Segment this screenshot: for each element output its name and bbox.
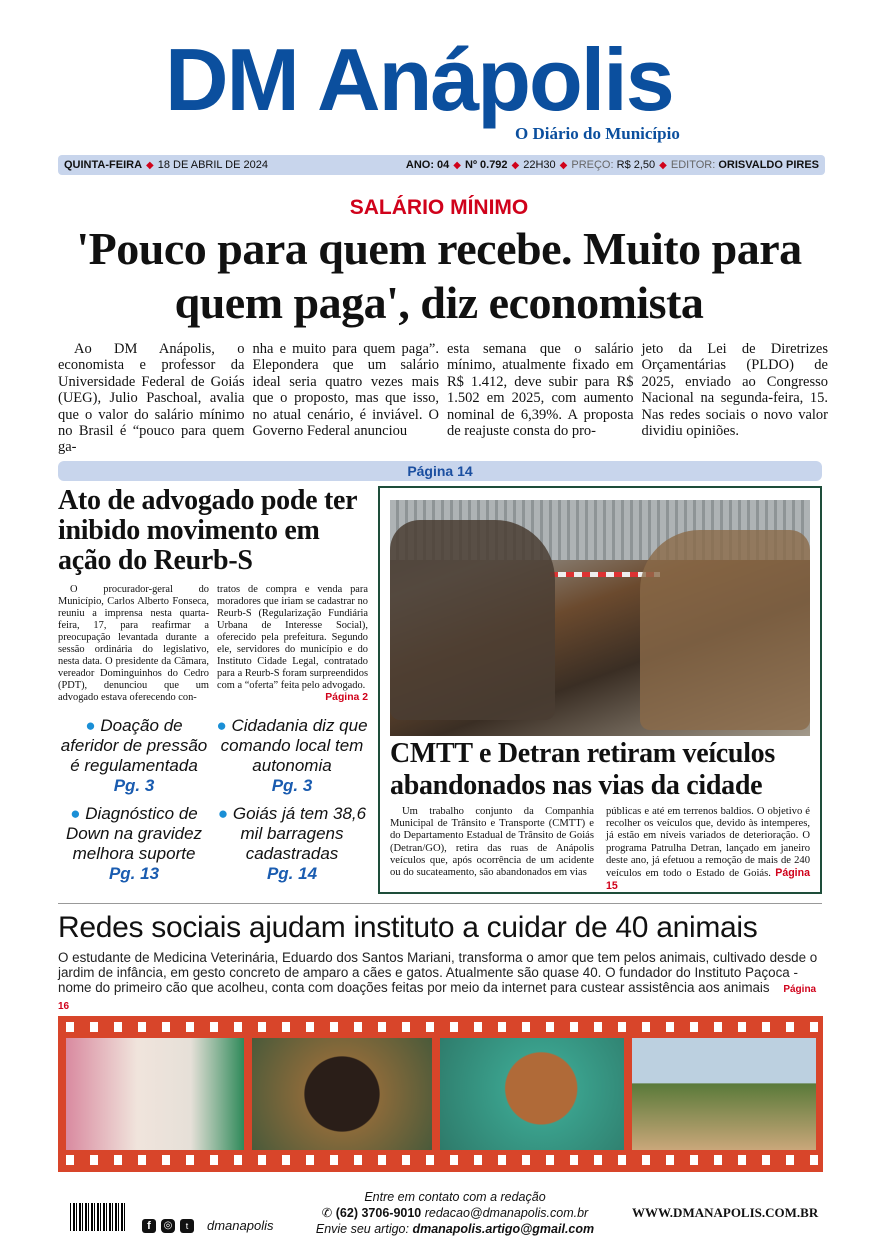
cmtt-col: Um trabalho conjunto da Companhia Municipal de Trânsito e Transporte (CMTT) e do Departamento Estadual de Trânsito de Goiás (Detran/GO), retira das ruas de Anápolis veículos que, após ocorrência de um acidente ou do sucateamento, são abandonados em vias: [390, 806, 594, 879]
divider: [58, 903, 822, 904]
diamond-icon: ◆: [559, 160, 568, 171]
reurb-page-ref[interactable]: Página 2: [325, 692, 368, 703]
contact-label: Entre em contato com a redação: [364, 1190, 546, 1204]
barcode: [70, 1203, 125, 1231]
lead-col: jeto da Lei de Diretrizes Orçamentárias (PLDO) de 2025, enviado ao Congresso Nacional na segunda-feira, 15. Nas redes sociais o novo valor dividiu opiniões.: [641, 341, 828, 440]
brief-item[interactable]: ● Doação de aferidor de pressão é regulamentada Pg. 3: [60, 716, 208, 795]
animals-page-ref[interactable]: Página 16: [58, 984, 817, 1012]
animals-headline: Redes sociais ajudam instituto a cuidar de 40 animais: [58, 911, 758, 944]
editor-label: EDITOR:: [670, 159, 716, 171]
dogs-film-strip: [58, 1016, 823, 1172]
instagram-icon[interactable]: ◎: [161, 1219, 175, 1233]
issue-number: Nº 0.792: [465, 159, 508, 171]
burned-cars-photo: [390, 500, 810, 736]
website[interactable]: WWW.DMANAPOLIS.COM.BR: [632, 1205, 819, 1220]
contact-block: [290, 1189, 620, 1237]
article-label: Envie seu artigo:: [315, 1222, 409, 1236]
dog-photo: [632, 1038, 816, 1150]
twitter-icon[interactable]: t: [180, 1219, 194, 1233]
brief-item[interactable]: ● Goiás já tem 38,6 mil barragens cadastradas Pg. 14: [217, 804, 367, 883]
masthead-logo: DM Anápolis: [165, 30, 673, 129]
social-handle[interactable]: dmanapolis: [207, 1218, 274, 1233]
cmtt-col: públicas e até em terrenos baldios. O objetivo é recolher os veículos que, devido às intemperes, já estão em níveis variados de deterioração. O programa Patrulha Detran, lançado em janeiro deste ano, já efetuou a remoção de mais de 240 veículos em todo o Estado de Goiás.: [606, 806, 810, 880]
diamond-icon: ◆: [659, 160, 667, 171]
email[interactable]: redacao@dmanapolis.com.br: [424, 1206, 589, 1220]
reurb-col: tratos de compra e venda para moradores que iriam se cadastrar no Reurb-S (Regularização Fundiária Urbana de Interesse Social), oferecido pela prefeitura. Segundo ele, servidores do município e do Instituto Cidade Legal, contratado para a Reurb-S foram surpreendidos com a “oferta” feita pelo advogado.: [217, 584, 368, 691]
dog-photo: [252, 1038, 432, 1150]
lead-body: [58, 341, 828, 456]
reurb-col: O procurador-geral do Município, Carlos Alberto Fonseca, reuniu a imprensa nesta quarta-feira, 17, para reafirmar a preocupação levantada durante a sessão ordinária do legislativo, nesta data. O presidente da Câmara, vereador Dominguinhos do Cedro (PDT), denunciou que um advogado estava oferecendo con-: [58, 584, 209, 703]
price-label: PREÇO:: [571, 159, 614, 171]
lead-col: nha e muito para quem paga”. Elepondera que um salário ideal seria quatro vezes mais que o proposto, mas que isso, no atual cenário, é inviável. O Governo Federal anunciou: [252, 341, 439, 440]
dog-photo: [66, 1038, 244, 1150]
weekday: QUINTA-FEIRA: [64, 159, 143, 171]
date: 18 DE ABRIL DE 2024: [157, 159, 268, 171]
cmtt-body: [390, 806, 810, 893]
diamond-icon: ◆: [453, 160, 461, 171]
lead-headline: 'Pouco para quem recebe. Muito para quem paga', diz economista: [76, 223, 802, 328]
article-email[interactable]: dmanapolis.artigo@gmail.com: [412, 1222, 595, 1236]
editor: ORISVALDO PIRES: [718, 159, 819, 171]
reurb-headline: Ato de advogado pode ter inibido movimento em ação do Reurb-S: [58, 485, 357, 576]
lead-page-ref[interactable]: Página 14: [58, 461, 822, 481]
whatsapp-icon: ✆: [321, 1206, 333, 1220]
bullet-icon: ●: [70, 804, 86, 823]
lead-col: esta semana que o salário mínimo, atualmente fixado em R$ 1.412, deve subir para R$ 1.502 em 2025, com aumento nominal de 6,39%. A proposta de reajuste consta do pro-: [447, 341, 634, 440]
brief-item[interactable]: ● Diagnóstico de Down na gravidez melhora suporte Pg. 13: [65, 804, 203, 883]
date-bar: [58, 155, 825, 175]
phone[interactable]: (62) 3706-9010: [335, 1206, 422, 1220]
film-holes: [58, 1022, 823, 1032]
dog-photo: [440, 1038, 624, 1150]
bullet-icon: ●: [217, 804, 233, 823]
cmtt-headline: CMTT e Detran retiram veículos abandonados nas vias da cidade: [390, 738, 775, 801]
cmtt-page-ref[interactable]: Página 15: [606, 867, 810, 893]
brief-item[interactable]: ● Cidadania diz que comando local tem autonomia Pg. 3: [216, 716, 368, 795]
masthead-subtitle: O Diário do Município: [515, 124, 680, 143]
price: R$ 2,50: [616, 159, 656, 171]
lead-col: Ao DM Anápolis, o economista e professor da Universidade Federal de Goiás (UEG), Julio Paschoal, avalia que o valor do salário mínimo no Brasil é “pouco para quem ga-: [58, 341, 245, 456]
reurb-body: [58, 584, 368, 704]
animals-body: O estudante de Medicina Veterinária, Eduardo dos Santos Mariani, transforma o amor que tem pelos animais, cultivado desde o jardim de infância, em gesto concreto de amparo a cães e gatos. Atualmente são quase 40. O fundador do Instituto Paçoca - nome do primeiro cão que acolheu, conta com doações feitas por meio da internet para custear assistência aos animais Página 16: [58, 950, 818, 1012]
year: ANO: 04: [405, 159, 450, 171]
lead-kicker: SALÁRIO MÍNIMO: [349, 196, 529, 219]
bullet-icon: ●: [216, 716, 232, 735]
time: 22H30: [523, 159, 556, 171]
diamond-icon: ◆: [146, 160, 154, 171]
facebook-icon[interactable]: f: [142, 1219, 156, 1233]
social-links: [142, 1218, 274, 1233]
diamond-icon: ◆: [511, 160, 520, 171]
briefs: [58, 716, 368, 884]
film-holes: [58, 1155, 823, 1165]
bullet-icon: ●: [85, 716, 101, 735]
